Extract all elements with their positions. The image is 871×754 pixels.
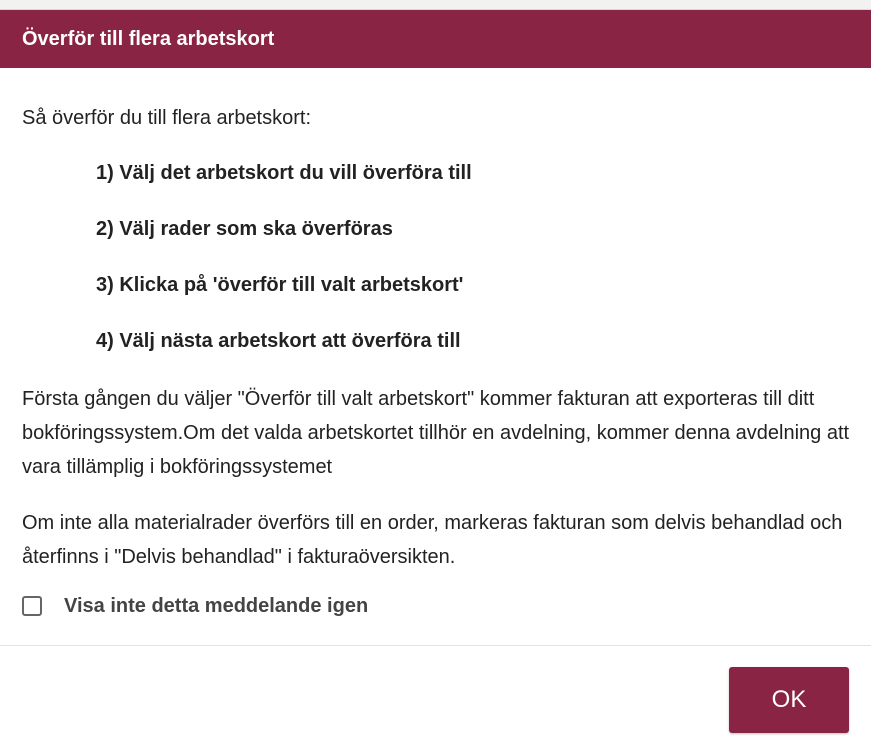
dialog-title: Överför till flera arbetskort	[22, 27, 275, 50]
dont-show-again-checkbox[interactable]	[22, 596, 42, 616]
steps-list	[96, 161, 472, 385]
step-item: 2) Välj rader som ska överföras	[96, 218, 393, 240]
intro-text: Så överför du till flera arbetskort:	[22, 107, 312, 129]
step-item: 3) Klicka på 'överför till valt arbetskort'	[96, 274, 464, 296]
transfer-dialog	[0, 10, 871, 754]
footer-divider	[0, 645, 871, 646]
dialog-header	[0, 10, 871, 68]
export-info-paragraph: Första gången du väljer "Överför till valt arbetskort" kommer fakturan att exporteras till ditt bokföringssystem.Om det valda arbetskortet tillhör en avdelning, kommer denna avdelning att vara tillämplig i bokföringssystemet	[22, 388, 850, 478]
dont-show-again-label[interactable]: Visa inte detta meddelande igen	[64, 595, 369, 617]
background-window-strip	[0, 0, 871, 10]
step-item: 1) Välj det arbetskort du vill överföra till	[96, 162, 472, 184]
partial-info-paragraph: Om inte alla materialrader överförs till en order, markeras fakturan som delvis behandlad och återfinns i "Delvis behandlad" i fakturaöversikten.	[22, 512, 843, 568]
step-item: 4) Välj nästa arbetskort att överföra till	[96, 330, 461, 352]
ok-button[interactable]: OK	[729, 667, 849, 733]
dont-show-again-row[interactable]	[22, 594, 368, 618]
